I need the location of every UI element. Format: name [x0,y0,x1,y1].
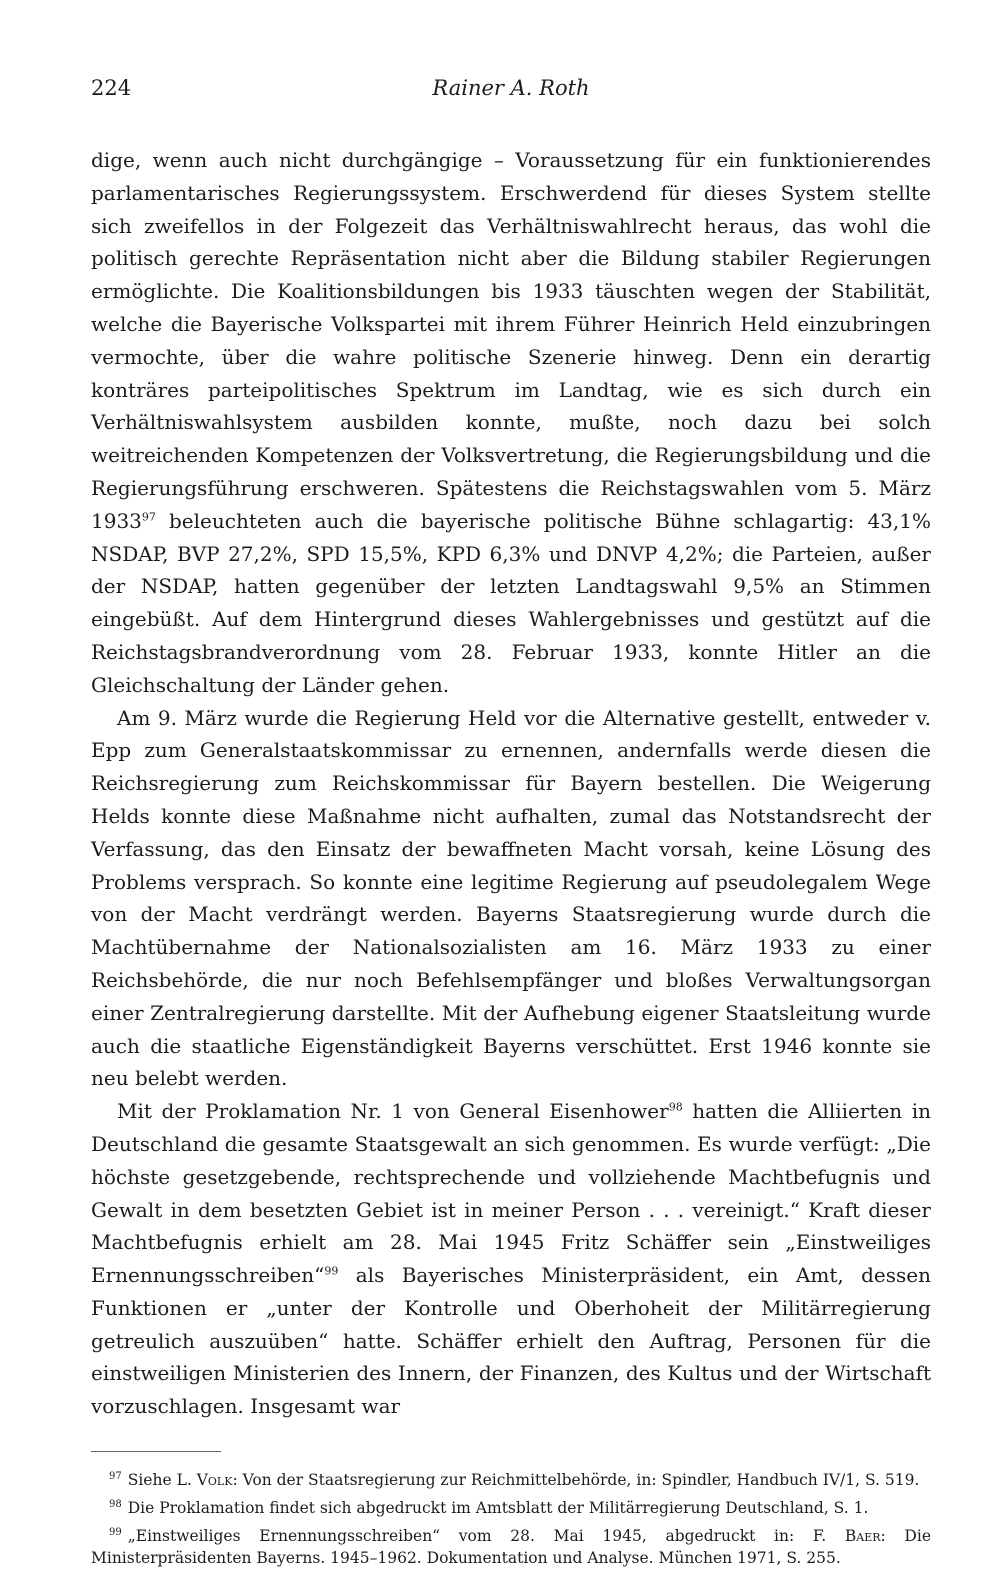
paragraph-1-text-a: dige, wenn auch nicht durchgängige – Voraussetzung für ein funktionierendes parlamentarisches Regierungssystem. Erschwerdend für dieses System stellte sich zweifellos in der Folgezeit das Verhältniswahlrecht heraus, das wohl die politisch gerechte Repräsentation nicht aber die Bildung stabiler Regierungen ermöglichte. Die Koalitionsbildungen bis 1933 täuschten wegen der Stabilität, welche die Bayerische Volkspartei mit ihrem Führer Heinrich Held einzubringen vermochte, über die wahre politische Szenerie hinweg. Denn ein derartig konträres parteipolitisches Spektrum im Landtag, wie es sich durch ein Verhältniswahlsystem ausbilden konnte, mußte, noch dazu bei solch weitreichenden Kompetenzen der Volksvertretung, die Regierungsbildung und die Regierungsführung erschweren. Spätestens die Reichstagswahlen vom 5. März 1933 [91,148,931,533]
footnote-author: Volk [196,1471,233,1490]
footnotes [91,1466,931,1568]
paragraph-3 [91,1095,931,1423]
footnote-ref-99[interactable]: 99 [324,1264,339,1278]
running-head [91,70,931,104]
footnote-98 [91,1494,931,1519]
footnote-text: : Die Ministerpräsidenten Bayerns. 1945–1962. Dokumentation und Analyse. München 1971, S. 255. [91,1527,931,1567]
footnote-rule [91,1451,221,1452]
page-number: 224 [91,76,132,100]
footnote-text: „Einstweiliges Ernennungsschreiben“ vom 28. Mai 1945, abgedruckt in: F. [127,1527,845,1546]
paragraph-3-text-a: Mit der Proklamation Nr. 1 von General Eisenhower [117,1099,669,1124]
footnote-text: Die Proklamation findet sich abgedruckt im Amtsblatt der Militärregierung Deutschland, S. 1. [127,1499,869,1518]
paragraph-3-text-b: hatten die Alliierten in Deutschland die gesamte Staatsgewalt an sich genommen. Es wurde verfügt: „Die höchste gesetzgebende, rechtsprechende und vollziehende Machtbefugnis und Gewalt in dem besetzten Gebiet ist in meiner Person . . . vereinigt.“ Kraft dieser Machtbefugnis erhielt am 28. Mai 1945 Fritz Schäffer sein „Einstweiliges Ernennungsschreiben“ [91,1099,931,1288]
footnote-number: 97 [109,1471,122,1483]
paragraph-1 [91,144,931,702]
footnote-number: 99 [109,1527,122,1539]
footnote-text: : Von der Staatsregierung zur Reichmittelbehörde, in: Spindler, Handbuch IV/1, S. 519. [232,1471,920,1490]
footnote-ref-98[interactable]: 98 [668,1100,683,1114]
footnote-ref-97[interactable]: 97 [141,510,156,524]
paragraph-3-text-c: als Bayerisches Ministerpräsident, ein Amt, dessen Funktionen er „unter der Kontrolle und Oberhoheit der Militärregierung getreulich auszuüben“ hatte. Schäffer erhielt den Auftrag, Personen für die einstweiligen Ministerien des Innern, der Finanzen, des Kultus und der Wirtschaft vorzuschlagen. Insgesamt war [91,1263,931,1419]
footnote-author: Baer [844,1527,881,1546]
body-text [91,144,931,1423]
running-head-author: Rainer A. Roth [432,76,590,100]
footnote-text: Siehe L. [127,1471,197,1490]
paragraph-1-text-b: beleuchteten auch die bayerische politische Bühne schlagartig: 43,1% NSDAP, BVP 27,2%, SPD 15,5%, KPD 6,3% und DNVP 4,2%; die Parteien, außer der NSDAP, hatten gegenüber der letzten Landtagswahl 9,5% an Stimmen eingebüßt. Auf dem Hintergrund dieses Wahlergebnisses und gestützt auf die Reichstagsbrandverordnung vom 28. Februar 1933, konnte Hitler an die Gleichschaltung der Länder gehen. [91,508,931,697]
book-page [91,70,931,1572]
paragraph-2: Am 9. März wurde die Regierung Held vor die Alternative gestellt, entweder v. Epp zum Generalstaatskommissar zu ernennen, andernfalls werde diesen die Reichsregierung zum Reichskommissar für Bayern bestellen. Die Weigerung Helds konnte diese Maßnahme nicht aufhalten, zumal das Notstandsrecht der Verfassung, das den Einsatz der bewaffneten Macht vorsah, keine Lösung des Problems versprach. So konnte eine legitime Regierung auf pseudolegalem Wege von der Macht verdrängt werden. Bayerns Staatsregierung wurde durch die Machtübernahme der Nationalsozialisten am 16. März 1933 zu einer Reichsbehörde, die nur noch Befehlsempfänger und bloßes Verwaltungsorgan einer Zentralregierung darstellte. Mit der Aufhebung eigener Staatsleitung wurde auch die staatliche Eigenständigkeit Bayerns verschüttet. Erst 1946 konnte sie neu belebt werden. [91,705,931,1091]
footnote-97 [91,1466,931,1491]
footnote-99 [91,1522,931,1568]
footnote-number: 98 [109,1499,122,1511]
